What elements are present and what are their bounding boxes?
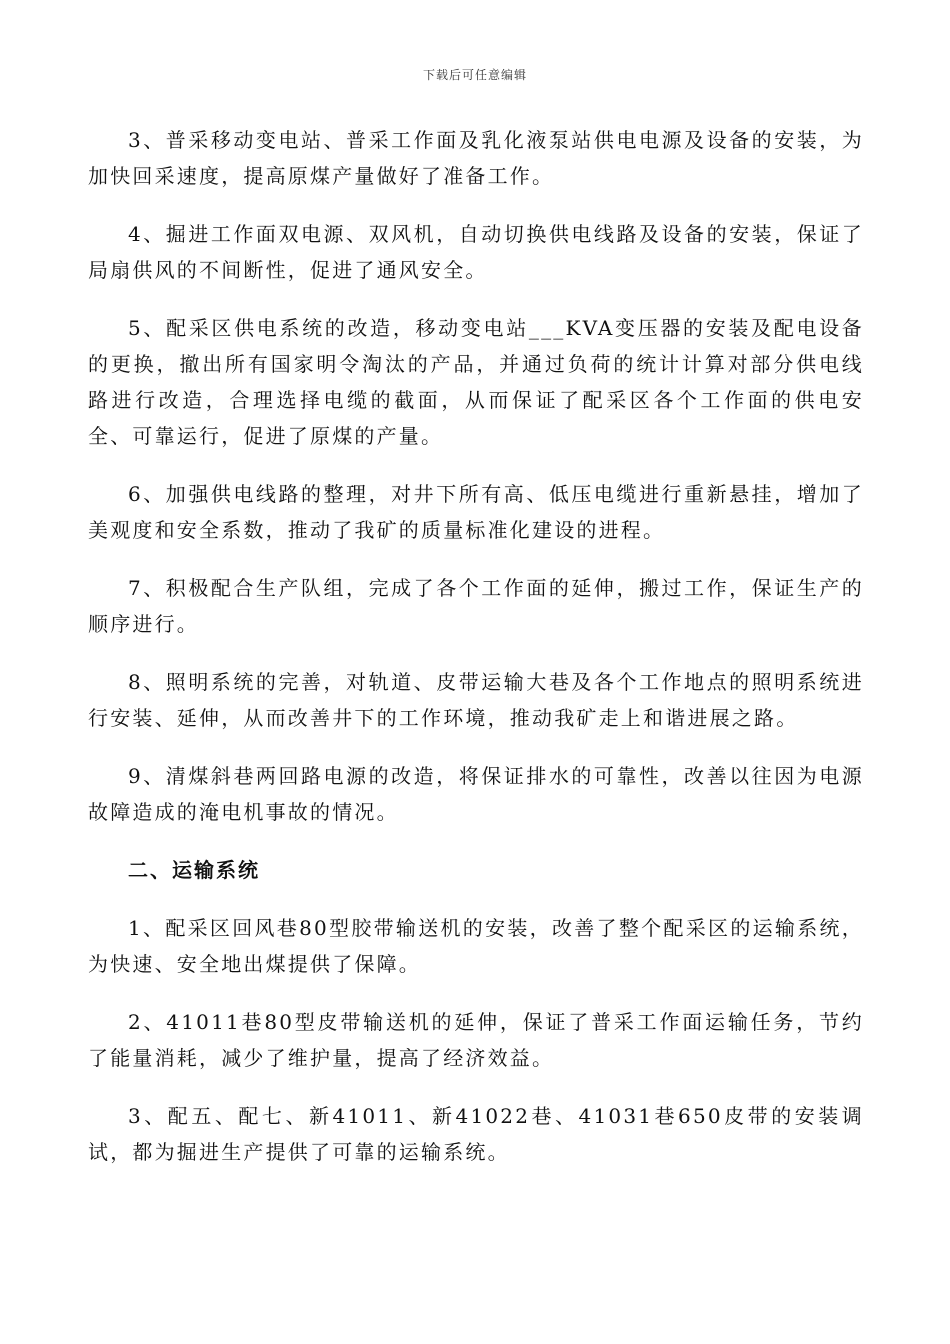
paragraph-item-5: 5、配采区供电系统的改造，移动变电站___KVA变压器的安装及配电设备的更换，撤出所有国家明令淘汰的产品，并通过负荷的统计计算对部分供电线路进行改造，合理选择电缆的截面，从而保证了配采区各个工作面的供电安全、可靠运行，促进了原煤的产量。 [88,316,864,448]
page-header: 下载后可任意编辑 [422,68,527,82]
paragraph-item-7: 7、积极配合生产队组，完成了各个工作面的延伸，搬过工作，保证生产的顺序进行。 [88,576,864,636]
paragraph-item-4: 4、掘进工作面双电源、双风机，自动切换供电线路及设备的安装，保证了局扇供风的不间断性，促进了通风安全。 [88,222,864,282]
paragraph-item-6: 6、加强供电线路的整理，对井下所有高、低压电缆进行重新悬挂，增加了美观度和安全系数，推动了我矿的质量标准化建设的进程。 [88,482,864,542]
transport-item-3: 3、配五、配七、新41011、新41022巷、41031巷650皮带的安装调试，都为掘进生产提供了可靠的运输系统。 [88,1104,864,1164]
document-body [88,122,864,1192]
section-heading-transport: 二、运输系统 [128,858,260,882]
paragraph-item-3: 3、普采移动变电站、普采工作面及乳化液泵站供电电源及设备的安装，为加快回采速度，提高原煤产量做好了准备工作。 [88,128,864,188]
transport-item-2: 2、41011巷80型皮带输送机的延伸，保证了普采工作面运输任务，节约了能量消耗，减少了维护量，提高了经济效益。 [88,1010,864,1070]
transport-item-1: 1、配采区回风巷80型胶带输送机的安装，改善了整个配采区的运输系统，为快速、安全地出煤提供了保障。 [88,916,864,976]
paragraph-item-9: 9、清煤斜巷两回路电源的改造，将保证排水的可靠性，改善以往因为电源故障造成的淹电机事故的情况。 [88,764,864,824]
paragraph-item-8: 8、照明系统的完善，对轨道、皮带运输大巷及各个工作地点的照明系统进行安装、延伸，从而改善井下的工作环境，推动我矿走上和谐进展之路。 [88,670,864,730]
